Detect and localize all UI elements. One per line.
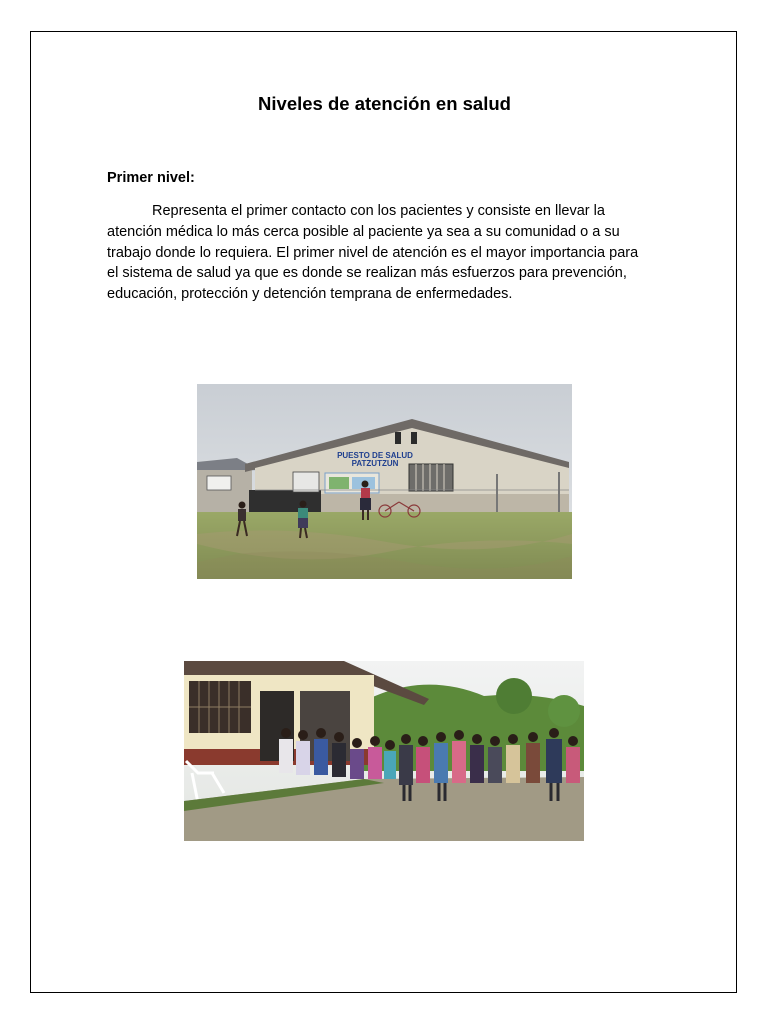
people-in-line-photo (184, 661, 584, 841)
health-post-photo (197, 384, 572, 579)
paragraph-line: el sistema de salud ya que es donde se realizan más esfuerzos para prevención, (107, 265, 627, 282)
body-paragraph (107, 201, 667, 305)
sign-text-line1: PUESTO DE SALUD (337, 451, 413, 460)
section-heading: Primer nivel: (107, 170, 195, 186)
document-page (30, 31, 737, 993)
paragraph-line: trabajo donde lo requiera. El primer nivel de atención es el mayor importancia para (107, 244, 639, 261)
page-title: Niveles de atención en salud (258, 93, 511, 114)
paragraph-line: educación, protección y detención temprana de enfermedades. (107, 286, 513, 303)
sign-text-line2: PATZUTZUN (351, 459, 399, 468)
paragraph-line: Representa el primer contacto con los pacientes y consiste en llevar la (152, 203, 605, 219)
paragraph-line: atención médica lo más cerca posible al paciente ya sea a su comunidad o a su (107, 223, 620, 240)
